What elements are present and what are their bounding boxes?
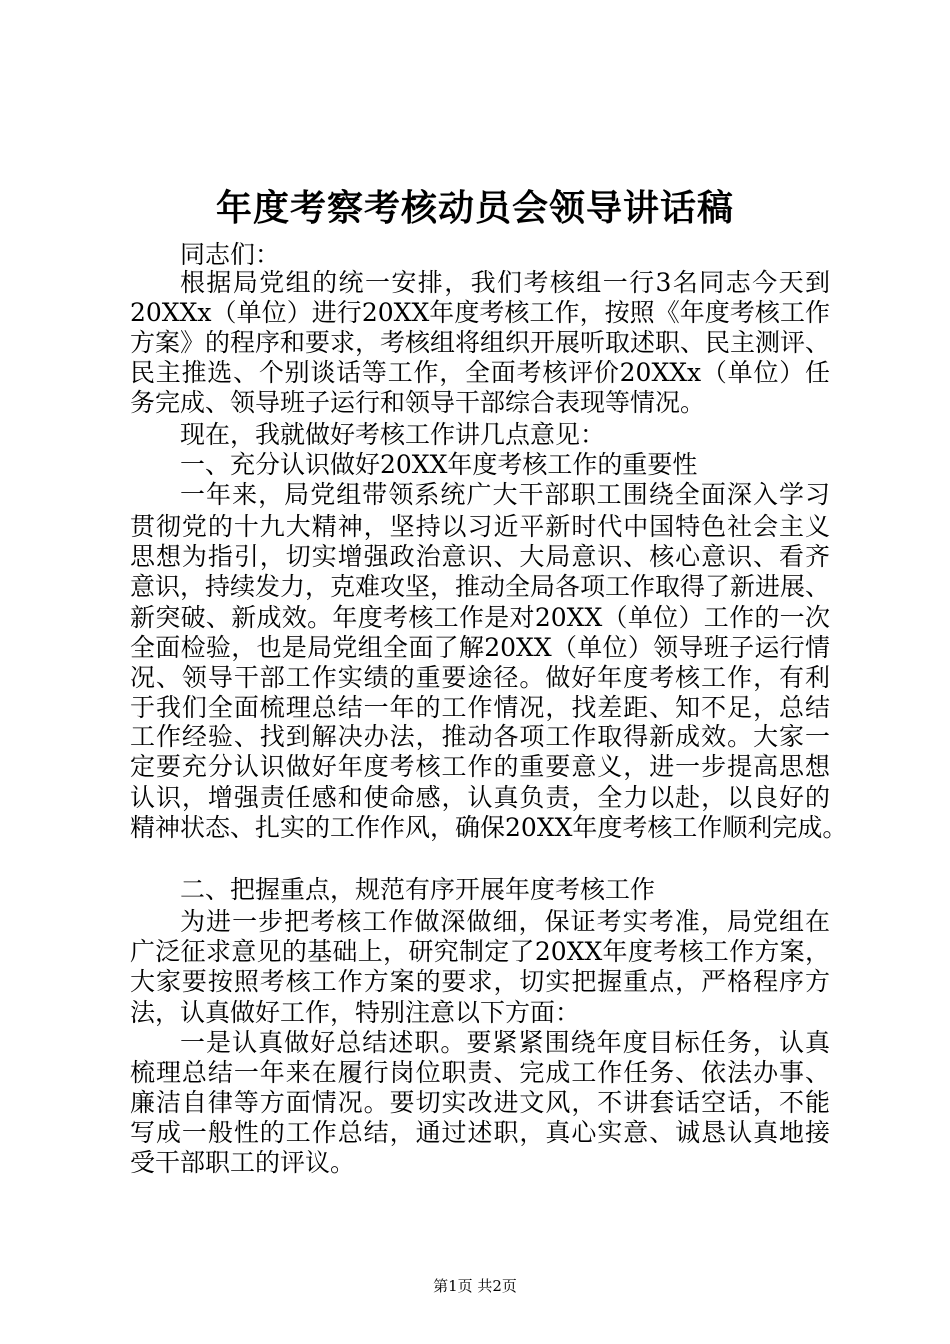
paragraph-line: 定要充分认识做好年度考核工作的重要意义，进一步提高思想	[130, 752, 830, 781]
page-footer: 第1页 共2页	[433, 1277, 517, 1295]
paragraph-line: 梳理总结一年来在履行岗位职责、完成工作任务、依法办事、	[130, 1058, 830, 1087]
paragraph-line: 工作经验、找到解决办法，推动各项工作取得新成效。大家一	[130, 722, 830, 751]
paragraph-line: 写成一般性的工作总结，通过述职，真心实意、诚恳认真地接	[130, 1118, 830, 1147]
paragraph-line: 全面检验，也是局党组全面了解20XX（单位）领导班子运行情	[130, 633, 830, 662]
paragraph-line: 廉洁自律等方面情况。要切实改进文风，不讲套话空话，不能	[130, 1088, 830, 1117]
paragraph-first-line: 一年来，局党组带领系统广大干部职工围绕全面深入学习	[180, 480, 830, 509]
paragraph-line: 民主推选、个别谈话等工作，全面考核评价20XXx（单位）任	[130, 358, 830, 387]
paragraph-line: 认识，增强责任感和使命感，认真负责，全力以赴，以良好的	[130, 783, 830, 812]
paragraph-line: 况、领导干部工作实绩的重要途径。做好年度考核工作，有利	[130, 663, 830, 692]
paragraph-first-line: 一是认真做好总结述职。要紧紧围绕年度目标任务，认真	[180, 1028, 830, 1057]
paragraph-first-line: 同志们：	[180, 240, 281, 269]
paragraph-first-line: 根据局党组的统一安排，我们考核组一行3名同志今天到	[180, 268, 830, 297]
document-title: 年度考察考核动员会领导讲话稿	[215, 187, 734, 229]
paragraph-line: 贯彻党的十九大精神，坚持以习近平新时代中国特色社会主义	[130, 512, 830, 541]
paragraph-line: 意识，持续发力，克难攻坚，推动全局各项工作取得了新进展、	[130, 572, 831, 601]
paragraph-line: 受干部职工的评议。	[130, 1148, 356, 1177]
paragraph-line: 法，认真做好工作，特别注意以下方面：	[130, 998, 581, 1027]
paragraph-line: 精神状态、扎实的工作作风，确保20XX年度考核工作顺利完成。	[130, 813, 848, 842]
paragraph-first-line: 现在，我就做好考核工作讲几点意见：	[180, 420, 606, 449]
paragraph-line: 大家要按照考核工作方案的要求，切实把握重点，严格程序方	[130, 967, 830, 996]
paragraph-line: 务完成、领导班子运行和领导干部综合表现等情况。	[130, 388, 706, 417]
paragraph-line: 思想为指引，切实增强政治意识、大局意识、核心意识、看齐	[130, 542, 830, 571]
paragraph-line: 方案》的程序和要求，考核组将组织开展听取述职、民主测评、	[130, 328, 831, 357]
paragraph-line: 广泛征求意见的基础上，研究制定了20XX年度考核工作方案，	[130, 937, 830, 966]
paragraph-line: 新突破、新成效。年度考核工作是对20XX（单位）工作的一次	[130, 603, 830, 632]
paragraph-first-line: 为进一步把考核工作做深做细，保证考实考准，局党组在	[180, 907, 830, 936]
paragraph-line: 20XXx（单位）进行20XX年度考核工作，按照《年度考核工作	[130, 298, 830, 327]
paragraph-first-line: 二、把握重点，规范有序开展年度考核工作	[180, 875, 656, 904]
paragraph-line: 于我们全面梳理总结一年的工作情况，找差距、知不足，总结	[130, 693, 830, 722]
paragraph-first-line: 一、充分认识做好20XX年度考核工作的重要性	[180, 450, 698, 479]
